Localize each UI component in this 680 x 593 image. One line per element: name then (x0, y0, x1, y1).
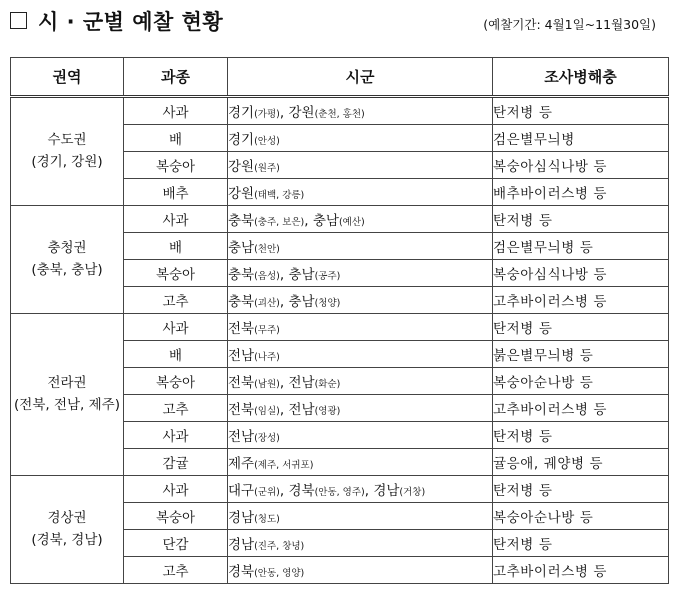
city-detail: (안동, 영양) (254, 568, 305, 579)
city-detail: (청양) (314, 298, 341, 309)
table-body (11, 97, 669, 584)
province-name: 전남 (288, 375, 315, 391)
city-detail: (진주, 창녕) (254, 541, 305, 552)
table-row (11, 206, 669, 233)
header-city: 시군 (228, 58, 493, 97)
separator: , (279, 483, 289, 499)
separator: , (364, 483, 374, 499)
pest-cell: 탄저병 등 (493, 530, 669, 557)
city-cell (228, 260, 493, 287)
province-name: 전남 (288, 402, 315, 418)
city-cell (228, 206, 493, 233)
crop-cell: 단감 (124, 530, 228, 557)
city-cell (228, 422, 493, 449)
table-row (11, 97, 669, 125)
city-cell (228, 449, 493, 476)
city-detail: (임실) (254, 406, 280, 417)
province-name: 경북 (288, 483, 315, 499)
province-name: 충북 (228, 213, 255, 229)
city-detail: (장성) (254, 433, 280, 444)
pest-cell: 탄저병 등 (493, 206, 669, 233)
separator: , (304, 213, 313, 229)
checkbox-icon (10, 12, 27, 29)
city-cell (228, 557, 493, 584)
city-cell (228, 341, 493, 368)
city-detail: (충주, 보은) (254, 217, 305, 228)
province-name: 충남 (228, 240, 255, 256)
pest-cell: 귤응애, 궤양병 등 (493, 449, 669, 476)
region-provinces: (전북, 전남, 제주) (14, 396, 120, 413)
region-cell (11, 97, 124, 206)
crop-cell: 사과 (124, 97, 228, 125)
city-cell (228, 476, 493, 503)
survey-period: (예찰기간: 4월1일~11월30일) (483, 17, 656, 32)
city-detail: (괴산) (254, 298, 280, 309)
city-detail: (원주) (254, 163, 280, 174)
pest-cell: 고추바이러스병 등 (493, 395, 669, 422)
city-detail: (가평) (254, 109, 280, 120)
region-name: 경상권 (47, 509, 87, 526)
province-name: 충남 (312, 213, 339, 229)
city-detail: (예산) (338, 217, 365, 228)
pest-cell: 검은별무늬병 (493, 125, 669, 152)
page-title: 시 · 군별 예찰 현황 (38, 10, 224, 34)
city-cell (228, 395, 493, 422)
pest-cell: 탄저병 등 (493, 476, 669, 503)
table-row (11, 314, 669, 341)
province-name: 전북 (228, 375, 255, 391)
city-cell (228, 530, 493, 557)
city-detail: (화순) (314, 379, 341, 390)
province-name: 강원 (228, 186, 255, 202)
separator: , (279, 375, 289, 391)
pest-cell: 복숭아순나방 등 (493, 503, 669, 530)
header-row (11, 58, 669, 97)
city-detail: (영광) (314, 406, 341, 417)
crop-cell: 복숭아 (124, 152, 228, 179)
pest-cell: 고추바이러스병 등 (493, 287, 669, 314)
city-cell (228, 179, 493, 206)
crop-cell: 배 (124, 233, 228, 260)
pest-cell: 배추바이러스병 등 (493, 179, 669, 206)
pest-cell: 탄저병 등 (493, 97, 669, 125)
region-name: 전라권 (47, 374, 87, 391)
city-detail: (천안) (254, 244, 280, 255)
region-provinces: (경북, 경남) (31, 531, 103, 548)
pest-cell: 탄저병 등 (493, 422, 669, 449)
header-region: 권역 (11, 58, 124, 97)
crop-cell: 사과 (124, 422, 228, 449)
pest-cell: 붉은별무늬병 등 (493, 341, 669, 368)
crop-cell: 사과 (124, 206, 228, 233)
province-name: 경남 (228, 537, 255, 553)
city-detail: (태백, 강릉) (254, 190, 305, 201)
region-name: 수도권 (47, 131, 87, 148)
separator: , (279, 402, 289, 418)
city-cell (228, 368, 493, 395)
header-pest: 조사병해충 (493, 58, 669, 97)
separator: , (279, 294, 289, 310)
city-detail: (남원) (254, 379, 280, 390)
crop-cell: 복숭아 (124, 503, 228, 530)
province-name: 경북 (228, 564, 255, 580)
city-cell (228, 125, 493, 152)
province-name: 전남 (228, 429, 255, 445)
city-cell (228, 287, 493, 314)
survey-table (10, 57, 669, 584)
separator: , (279, 105, 289, 121)
city-detail: (춘천, 홍천) (314, 109, 365, 120)
pest-cell: 검은별무늬병 등 (493, 233, 669, 260)
city-cell (228, 233, 493, 260)
province-name: 경기 (228, 132, 255, 148)
city-detail: (거창) (399, 487, 426, 498)
province-name: 전북 (228, 321, 255, 337)
province-name: 경남 (228, 510, 255, 526)
crop-cell: 감귤 (124, 449, 228, 476)
crop-cell: 고추 (124, 287, 228, 314)
city-detail: (제주, 서귀포) (254, 460, 314, 471)
province-name: 충북 (228, 267, 255, 283)
city-detail: (청도) (254, 514, 280, 525)
province-name: 충북 (228, 294, 255, 310)
province-name: 충남 (288, 267, 315, 283)
crop-cell: 복숭아 (124, 368, 228, 395)
city-cell (228, 97, 493, 125)
province-name: 충남 (288, 294, 315, 310)
city-cell (228, 314, 493, 341)
pest-cell: 탄저병 등 (493, 314, 669, 341)
province-name: 강원 (228, 159, 255, 175)
title-row (6, 6, 674, 40)
city-detail: (공주) (314, 271, 341, 282)
city-cell (228, 152, 493, 179)
region-cell (11, 206, 124, 314)
crop-cell: 복숭아 (124, 260, 228, 287)
province-name: 경남 (373, 483, 400, 499)
crop-cell: 배 (124, 125, 228, 152)
pest-cell: 고추바이러스병 등 (493, 557, 669, 584)
province-name: 경기 (228, 105, 255, 121)
table-header (11, 58, 669, 97)
header-crop: 과종 (124, 58, 228, 97)
city-cell (228, 503, 493, 530)
separator: , (279, 267, 289, 283)
city-detail: (안성) (254, 136, 280, 147)
crop-cell: 고추 (124, 557, 228, 584)
region-cell (11, 314, 124, 476)
city-detail: (안동, 영주) (314, 487, 365, 498)
crop-cell: 사과 (124, 476, 228, 503)
crop-cell: 배추 (124, 179, 228, 206)
pest-cell: 복숭아순나방 등 (493, 368, 669, 395)
province-name: 전북 (228, 402, 255, 418)
province-name: 전남 (228, 348, 255, 364)
crop-cell: 사과 (124, 314, 228, 341)
region-cell (11, 476, 124, 584)
pest-cell: 복숭아심식나방 등 (493, 260, 669, 287)
crop-cell: 고추 (124, 395, 228, 422)
region-provinces: (충북, 충남) (31, 261, 103, 278)
region-provinces: (경기, 강원) (31, 153, 103, 170)
crop-cell: 배 (124, 341, 228, 368)
pest-cell: 복숭아심식나방 등 (493, 152, 669, 179)
city-detail: (음성) (254, 271, 280, 282)
region-name: 충청권 (47, 239, 87, 256)
table-row (11, 476, 669, 503)
city-detail: (군위) (254, 487, 280, 498)
city-detail: (나주) (254, 352, 280, 363)
province-name: 제주 (228, 456, 255, 472)
province-name: 대구 (228, 483, 255, 499)
city-detail: (무주) (254, 325, 280, 336)
province-name: 강원 (288, 105, 315, 121)
